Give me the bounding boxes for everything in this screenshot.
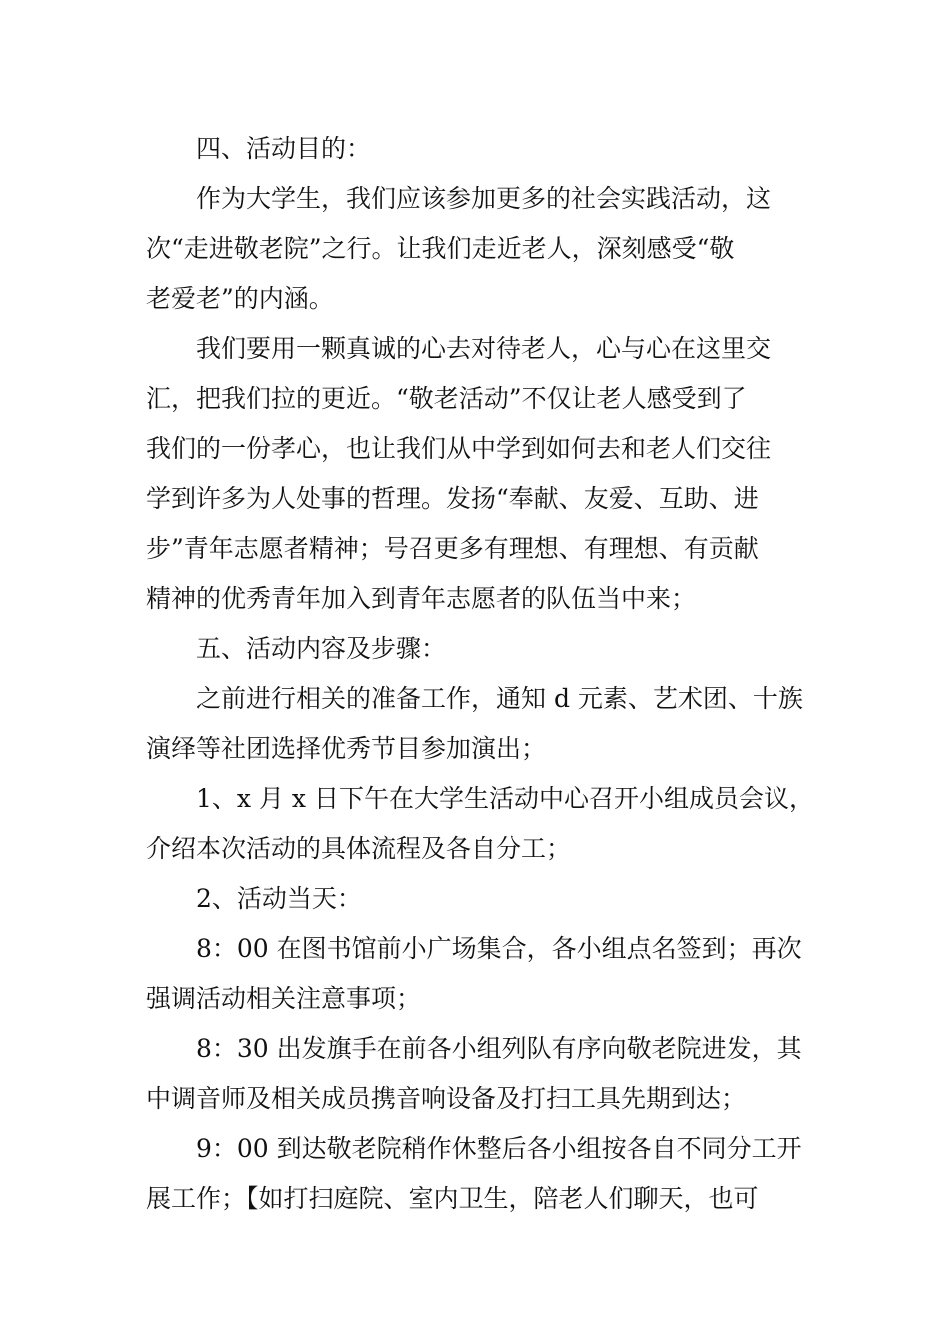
paragraph-line bbox=[0, 924, 950, 974]
paragraph-line bbox=[0, 774, 950, 824]
paragraph-line bbox=[0, 824, 950, 874]
paragraph-text: 老爱老”的内涵。 bbox=[146, 284, 334, 313]
paragraph-text: 之前进行相关的准备工作，通知 d 元素、艺术团、十族 bbox=[196, 684, 803, 713]
paragraph-line bbox=[0, 224, 950, 274]
paragraph-line bbox=[0, 374, 950, 424]
paragraph-line bbox=[0, 274, 950, 324]
paragraph-line bbox=[0, 1174, 950, 1224]
paragraph-text: 精神的优秀青年加入到青年志愿者的队伍当中来； bbox=[146, 584, 697, 613]
paragraph-text: 2、活动当天： bbox=[196, 884, 362, 913]
paragraph-text: 展工作；【如打扫庭院、室内卫生，陪老人们聊天，也可 bbox=[146, 1184, 759, 1213]
section-heading-line bbox=[0, 624, 950, 674]
paragraph-line bbox=[0, 524, 950, 574]
paragraph-text: 演绎等社团选择优秀节目参加演出； bbox=[146, 734, 547, 763]
paragraph-text: 8：30 出发旗手在前各小组列队有序向敬老院进发，其 bbox=[196, 1034, 802, 1063]
paragraph-text: 汇，把我们拉的更近。“敬老活动”不仅让老人感受到了 bbox=[146, 384, 747, 413]
paragraph-line bbox=[0, 1124, 950, 1174]
paragraph-text: 介绍本次活动的具体流程及各自分工； bbox=[146, 834, 572, 863]
paragraph-text: 8：00 在图书馆前小广场集合，各小组点名签到；再次 bbox=[196, 934, 802, 963]
paragraph-text: 次“走进敬老院”之行。让我们走近老人，深刻感受“敬 bbox=[146, 234, 735, 263]
paragraph-text: 学到许多为人处事的哲理。发扬“奉献、友爱、互助、进 bbox=[146, 484, 759, 513]
paragraph-text: 9：00 到达敬老院稍作休整后各小组按各自不同分工开 bbox=[196, 1134, 802, 1163]
section-heading: 四、活动目的： bbox=[196, 134, 372, 163]
paragraph-text: 1、x 月 x 日下午在大学生活动中心召开小组成员会议， bbox=[196, 784, 814, 813]
paragraph-text: 我们要用一颗真诚的心去对待老人，心与心在这里交 bbox=[196, 334, 772, 363]
paragraph-line bbox=[0, 1024, 950, 1074]
paragraph-text: 强调活动相关注意事项； bbox=[146, 984, 422, 1013]
paragraph-text: 步”青年志愿者精神；号召更多有理想、有理想、有贡献 bbox=[146, 534, 759, 563]
paragraph-line bbox=[0, 174, 950, 224]
paragraph-line bbox=[0, 974, 950, 1024]
paragraph-line bbox=[0, 1074, 950, 1124]
paragraph-text: 作为大学生，我们应该参加更多的社会实践活动，这 bbox=[196, 184, 772, 213]
paragraph-line bbox=[0, 424, 950, 474]
paragraph-line bbox=[0, 674, 950, 724]
section-heading: 五、活动内容及步骤： bbox=[196, 634, 447, 663]
paragraph-line bbox=[0, 574, 950, 624]
paragraph-line bbox=[0, 724, 950, 774]
paragraph-line bbox=[0, 874, 950, 924]
paragraph-line bbox=[0, 474, 950, 524]
section-heading-line bbox=[0, 124, 950, 174]
paragraph-line bbox=[0, 324, 950, 374]
paragraph-text: 我们的一份孝心，也让我们从中学到如何去和老人们交往 bbox=[146, 434, 772, 463]
paragraph-text: 中调音师及相关成员携音响设备及打扫工具先期到达； bbox=[146, 1084, 747, 1113]
